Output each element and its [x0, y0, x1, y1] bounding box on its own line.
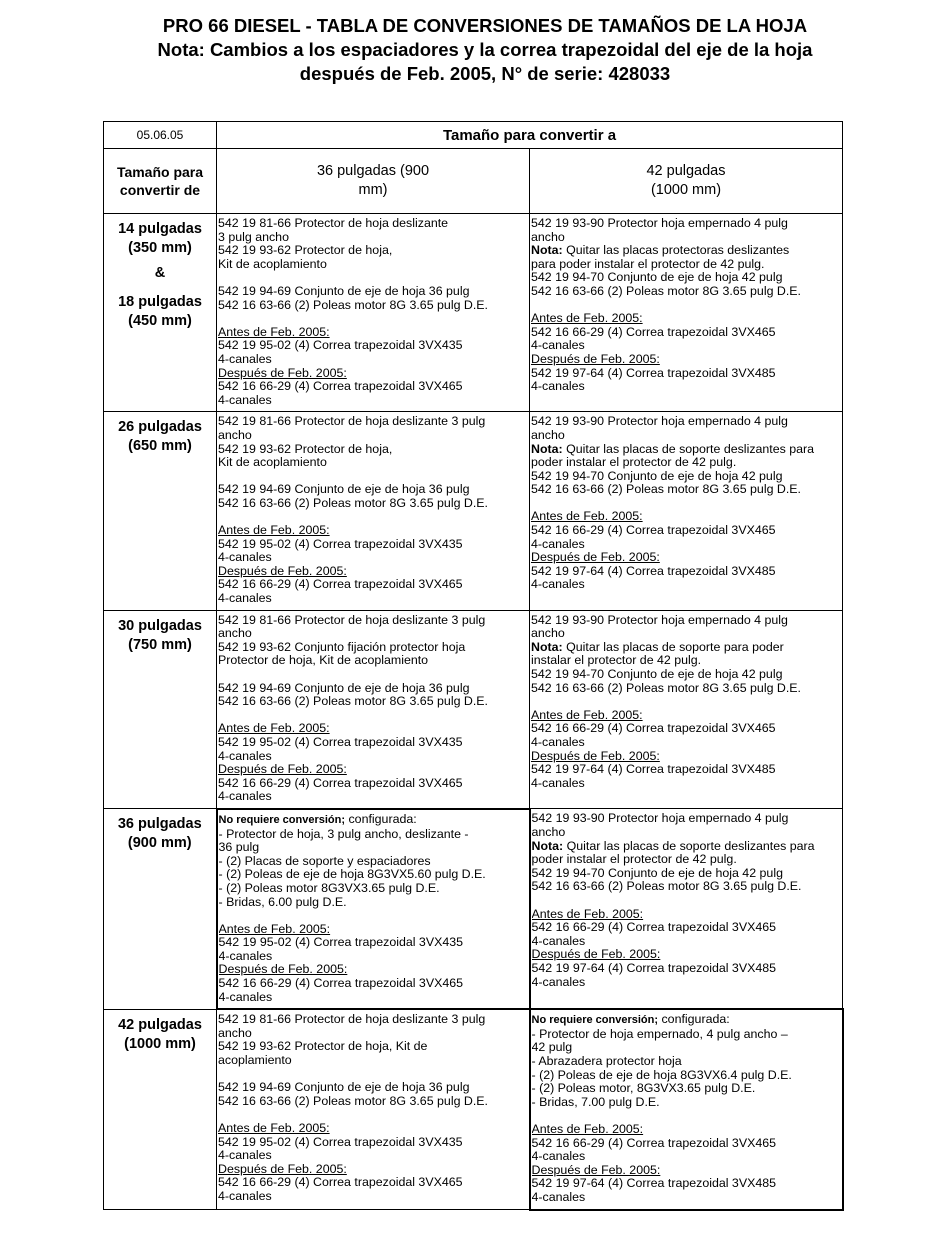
part-line: 542 19 94-70 Conjunto de eje de hoja 42 pulg [531, 469, 783, 483]
header-row-1 [104, 122, 843, 149]
part-line: 4-canales [218, 990, 273, 1004]
part-line: 542 19 81-66 Protector de hoja deslizante 3 pulg [218, 613, 486, 627]
spacer [218, 1068, 528, 1082]
size-inches: 14 pulgadas [118, 221, 202, 237]
part-line: - Abrazadera protector hoja [531, 1055, 682, 1069]
table-row [104, 610, 843, 809]
spacer [532, 1109, 841, 1123]
header-col-36 [217, 149, 530, 214]
part-line: Después de Feb. 2005: [531, 1163, 661, 1177]
part-line: 542 19 95-02 (4) Correa trapezoidal 3VX435 [218, 936, 464, 950]
size-from-cell [104, 610, 217, 809]
header-convert-to: Tamaño para convertir a [217, 122, 843, 149]
part-line: 542 16 66-29 (4) Correa trapezoidal 3VX465 [531, 722, 776, 736]
spacer [219, 909, 528, 923]
part-line: 542 19 93-90 Protector hoja empernado 4 pulg [531, 415, 788, 429]
part-line: 542 19 95-02 (4) Correa trapezoidal 3VX435 [218, 537, 463, 551]
no-conversion-label: No requiere conversión; [531, 1014, 659, 1027]
part-line: 542 16 63-66 (2) Poleas motor 8G 3.65 pulg D.E. [218, 496, 488, 510]
part-line: Después de Feb. 2005: [218, 963, 348, 977]
no-conversion-label: No requiere conversión; [218, 813, 346, 826]
document-title [0, 14, 950, 86]
part-line: 542 16 66-29 (4) Correa trapezoidal 3VX465 [531, 325, 776, 339]
header-row-2 [104, 149, 843, 214]
part-line: - Protector de hoja, 3 pulg ancho, deslizante - [218, 827, 469, 841]
part-line: 542 19 93-90 Protector hoja empernado 4 pulg [531, 613, 788, 627]
conversion-parts-cell [217, 412, 530, 610]
spacer [218, 709, 528, 723]
part-line: 542 19 97-64 (4) Correa trapezoidal 3VX485 [531, 763, 776, 777]
part-line: Antes de Feb. 2005: [218, 722, 330, 736]
part-line: 4-canales [218, 352, 272, 366]
part-line: 542 16 66-29 (4) Correa trapezoidal 3VX465 [218, 380, 463, 394]
part-line: 542 19 93-62 Protector de hoja, [218, 442, 393, 456]
part-line: 4-canales [218, 592, 272, 606]
table-row [104, 1009, 843, 1209]
date-cell: 05.06.05 [104, 122, 217, 149]
part-line: Antes de Feb. 2005: [218, 524, 330, 538]
part-line: 542 16 63-66 (2) Poleas motor 8G 3.65 pulg D.E. [218, 1094, 488, 1108]
part-line: 542 19 93-62 Protector de hoja, [218, 244, 393, 258]
part-line: 542 16 63-66 (2) Poleas motor 8G 3.65 pulg D.E. [218, 298, 488, 312]
conversion-table [103, 121, 844, 1211]
part-line: 542 19 94-69 Conjunto de eje de hoja 36 pulg [218, 1081, 470, 1095]
part-line: Kit de acoplamiento [218, 456, 327, 470]
part-line: 542 19 93-62 Conjunto fijación protector hoja [218, 640, 466, 654]
part-line: 542 16 66-29 (4) Correa trapezoidal 3VX465 [531, 1136, 777, 1150]
part-line: 542 19 94-69 Conjunto de eje de hoja 36 pulg [218, 681, 470, 695]
part-line: 542 16 63-66 (2) Poleas motor 8G 3.65 pulg D.E. [218, 695, 488, 709]
part-line: 4-canales [531, 537, 585, 551]
part-line: Antes de Feb. 2005: [218, 325, 330, 339]
spacer [218, 668, 528, 682]
part-line: 542 19 93-90 Protector hoja empernado 4 pulg [531, 812, 789, 826]
part-line: - (2) Poleas de eje de hoja 8G3VX6.4 pulg D.E. [531, 1068, 792, 1082]
part-line: Antes de Feb. 2005: [531, 708, 643, 722]
part-line: ancho [531, 826, 566, 840]
size-inches: 42 pulgadas [118, 1016, 202, 1033]
part-line: - Protector de hoja empernado, 4 pulg ancho – [531, 1027, 788, 1041]
size-inches: 30 pulgadas [118, 617, 202, 634]
part-line: 542 16 66-29 (4) Correa trapezoidal 3VX465 [531, 524, 776, 538]
part-line: 542 19 94-69 Conjunto de eje de hoja 36 pulg [218, 284, 470, 298]
spacer [531, 497, 841, 511]
part-line: 542 16 66-29 (4) Correa trapezoidal 3VX465 [218, 776, 463, 790]
part-line: 542 19 95-02 (4) Correa trapezoidal 3VX435 [218, 339, 463, 353]
header-convert-from [104, 149, 217, 214]
part-line: ancho [531, 230, 565, 244]
part-line: Nota: Quitar las placas de soporte deslizantes para [531, 839, 815, 853]
part-line: 4-canales [531, 934, 586, 948]
part-line: 542 16 63-66 (2) Poleas motor 8G 3.65 pulg D.E. [531, 880, 802, 894]
size-inches: 18 pulgadas [118, 294, 202, 310]
part-line: 4-canales [531, 735, 585, 749]
note-label: Nota: [531, 244, 563, 258]
part-line: Después de Feb. 2005: [218, 564, 347, 578]
part-line: poder instalar el protector de 42 pulg. [531, 853, 737, 867]
part-line: - (2) Poleas motor 8G3VX3.65 pulg D.E. [218, 881, 440, 895]
size-mm: (1000 mm) [124, 1035, 196, 1052]
header-col-42 [530, 149, 843, 214]
part-line: Antes de Feb. 2005: [531, 312, 643, 326]
conversion-parts-cell [530, 412, 843, 610]
title-line-1: PRO 66 DIESEL - TABLA DE CONVERSIONES DE TAMAÑOS DE LA HOJA [162, 15, 808, 36]
spacer [218, 312, 528, 326]
part-line: 4-canales [218, 551, 272, 565]
part-line: 3 pulg ancho [218, 230, 289, 244]
part-line: Antes de Feb. 2005: [531, 1123, 644, 1136]
part-line: Después de Feb. 2005: [218, 366, 347, 380]
part-line: 542 16 66-29 (4) Correa trapezoidal 3VX465 [218, 977, 464, 991]
part-line: - (2) Poleas de eje de hoja 8G3VX5.60 pulg D.E. [218, 868, 486, 882]
size-mm: (750 mm) [128, 636, 192, 653]
part-line: Antes de Feb. 2005: [531, 907, 644, 921]
part-line: 4-canales [531, 1190, 586, 1204]
conversion-parts-cell [530, 610, 843, 809]
part-line: ancho [218, 627, 252, 641]
part-line: 4-canales [218, 949, 273, 963]
part-line: Antes de Feb. 2005: [218, 1122, 330, 1135]
part-line: - (2) Placas de soporte y espaciadores [218, 854, 431, 868]
size-from-cell [104, 1009, 217, 1209]
conversion-parts-cell [217, 610, 530, 809]
part-line: 542 19 97-64 (4) Correa trapezoidal 3VX485 [531, 1177, 777, 1191]
part-line: 542 16 63-66 (2) Poleas motor 8G 3.65 pulg D.E. [531, 284, 801, 298]
part-line: 542 19 94-69 Conjunto de eje de hoja 36 pulg [218, 483, 470, 497]
part-line: Kit de acoplamiento [218, 257, 327, 271]
header-convert-from-label: Tamaño para convertir de [116, 164, 204, 198]
part-line: 542 19 93-90 Protector hoja empernado 4 pulg [531, 217, 788, 230]
spacer [218, 271, 528, 285]
table-row [104, 809, 843, 1009]
part-line: 4-canales [218, 1189, 272, 1203]
part-line: 542 19 81-66 Protector de hoja deslizante 3 pulg [218, 1013, 486, 1027]
part-line: 4-canales [531, 339, 585, 353]
title-line-3: después de Feb. 2005, N° de serie: 428033 [299, 63, 671, 84]
part-line: acoplamiento [218, 1054, 292, 1068]
note-label: Nota: [531, 640, 563, 654]
part-line: - Bridas, 7.00 pulg D.E. [531, 1095, 660, 1109]
part-line: Antes de Feb. 2005: [218, 922, 331, 936]
part-line: 542 19 81-66 Protector de hoja deslizante [218, 217, 449, 230]
size-mm: (350 mm) [128, 240, 192, 256]
part-line: 4-canales [531, 975, 586, 989]
part-line: 542 19 95-02 (4) Correa trapezoidal 3VX435 [218, 735, 463, 749]
header-col-36-label: 36 pulgadas (900 mm) [316, 163, 430, 198]
part-line: Nota: Quitar las placas de soporte deslizantes para [531, 442, 815, 456]
size-inches: 26 pulgadas [118, 419, 202, 436]
part-line: Después de Feb. 2005: [218, 763, 347, 777]
part-line: Nota: Quitar las placas de soporte para poder [531, 640, 784, 654]
size-mm: (650 mm) [128, 438, 192, 455]
part-line: ancho [531, 627, 565, 641]
part-line: 542 19 97-64 (4) Correa trapezoidal 3VX485 [531, 961, 777, 975]
part-line: ancho [218, 1026, 252, 1040]
spacer [531, 695, 841, 709]
part-line: 542 16 66-29 (4) Correa trapezoidal 3VX465 [218, 1176, 463, 1190]
part-line: Nota: Quitar las placas protectoras deslizantes [531, 244, 790, 258]
part-line: ancho [218, 428, 252, 442]
part-line: Protector de hoja, Kit de acoplamiento [218, 654, 429, 668]
conversion-parts-cell [530, 214, 843, 412]
conversion-parts-cell [217, 1009, 530, 1209]
part-line: Después de Feb. 2005: [218, 1162, 347, 1176]
spacer [531, 299, 841, 313]
part-line: - Bridas, 6.00 pulg D.E. [218, 895, 347, 909]
conversion-parts-cell [217, 809, 530, 1009]
part-line: Después de Feb. 2005: [531, 948, 661, 962]
part-line: para poder instalar el protector de 42 pulg. [531, 257, 765, 271]
conversion-parts-cell [217, 214, 530, 412]
part-line: 542 19 97-64 (4) Correa trapezoidal 3VX485 [531, 366, 776, 380]
size-from-cell [104, 214, 217, 412]
part-line: 542 19 94-70 Conjunto de eje de hoja 42 pulg [531, 866, 783, 880]
note-label: Nota: [531, 442, 563, 456]
part-line: 542 19 94-70 Conjunto de eje de hoja 42 pulg [531, 271, 783, 285]
spacer [218, 470, 528, 484]
size-ampersand: & [154, 265, 166, 281]
spacer [218, 1108, 528, 1122]
part-line: 4-canales [531, 1150, 586, 1164]
part-line: instalar el protector de 42 pulg. [531, 654, 702, 668]
size-inches: 36 pulgadas [117, 816, 202, 833]
part-line: Después de Feb. 2005: [531, 352, 660, 366]
part-line: 542 16 63-66 (2) Poleas motor 8G 3.65 pulg D.E. [531, 681, 801, 695]
size-from-cell [104, 412, 217, 610]
part-line: No requiere conversión; configurada: [531, 1013, 730, 1027]
part-line: 4-canales [531, 776, 585, 790]
part-line: 36 pulg [218, 841, 260, 855]
part-line: No requiere conversión; configurada: [218, 812, 417, 826]
size-mm: (900 mm) [127, 835, 192, 852]
part-line: 4-canales [531, 380, 585, 394]
part-line: 542 16 66-29 (4) Correa trapezoidal 3VX465 [218, 578, 463, 592]
part-line: Después de Feb. 2005: [531, 551, 660, 565]
part-line: 4-canales [531, 578, 585, 592]
part-line: 4-canales [218, 1149, 272, 1163]
part-line: 542 16 66-29 (4) Correa trapezoidal 3VX465 [531, 921, 777, 935]
header-col-42-label: 42 pulgadas (1000 mm) [646, 163, 726, 198]
part-line: 542 19 93-62 Protector de hoja, Kit de [218, 1040, 428, 1054]
part-line: Antes de Feb. 2005: [531, 510, 643, 524]
size-mm: (450 mm) [128, 313, 192, 329]
part-line: ancho [531, 428, 565, 442]
spacer [218, 510, 528, 524]
part-line: 542 16 63-66 (2) Poleas motor 8G 3.65 pulg D.E. [531, 483, 801, 497]
size-from-cell [104, 809, 217, 1009]
part-line: Después de Feb. 2005: [531, 749, 660, 763]
part-line: 4-canales [218, 749, 272, 763]
note-label: Nota: [531, 839, 564, 853]
part-line: 542 19 95-02 (4) Correa trapezoidal 3VX435 [218, 1135, 463, 1149]
conversion-parts-cell [530, 809, 843, 1009]
conversion-parts-cell [530, 1009, 843, 1209]
part-line: - (2) Poleas motor, 8G3VX3.65 pulg D.E. [531, 1082, 756, 1096]
part-line: 4-canales [218, 790, 272, 804]
part-line: 4-canales [218, 393, 272, 407]
part-line: poder instalar el protector de 42 pulg. [531, 456, 737, 470]
table-row [104, 412, 843, 610]
spacer [532, 894, 842, 908]
table-row [104, 214, 843, 412]
part-line: 42 pulg [531, 1041, 573, 1055]
part-line: 542 19 97-64 (4) Correa trapezoidal 3VX485 [531, 564, 776, 578]
part-line: 542 19 94-70 Conjunto de eje de hoja 42 pulg [531, 668, 783, 681]
title-line-2: Nota: Cambios a los espaciadores y la correa trapezoidal del eje de la hoja [157, 39, 813, 60]
part-line: 542 19 81-66 Protector de hoja deslizante 3 pulg [218, 415, 486, 429]
